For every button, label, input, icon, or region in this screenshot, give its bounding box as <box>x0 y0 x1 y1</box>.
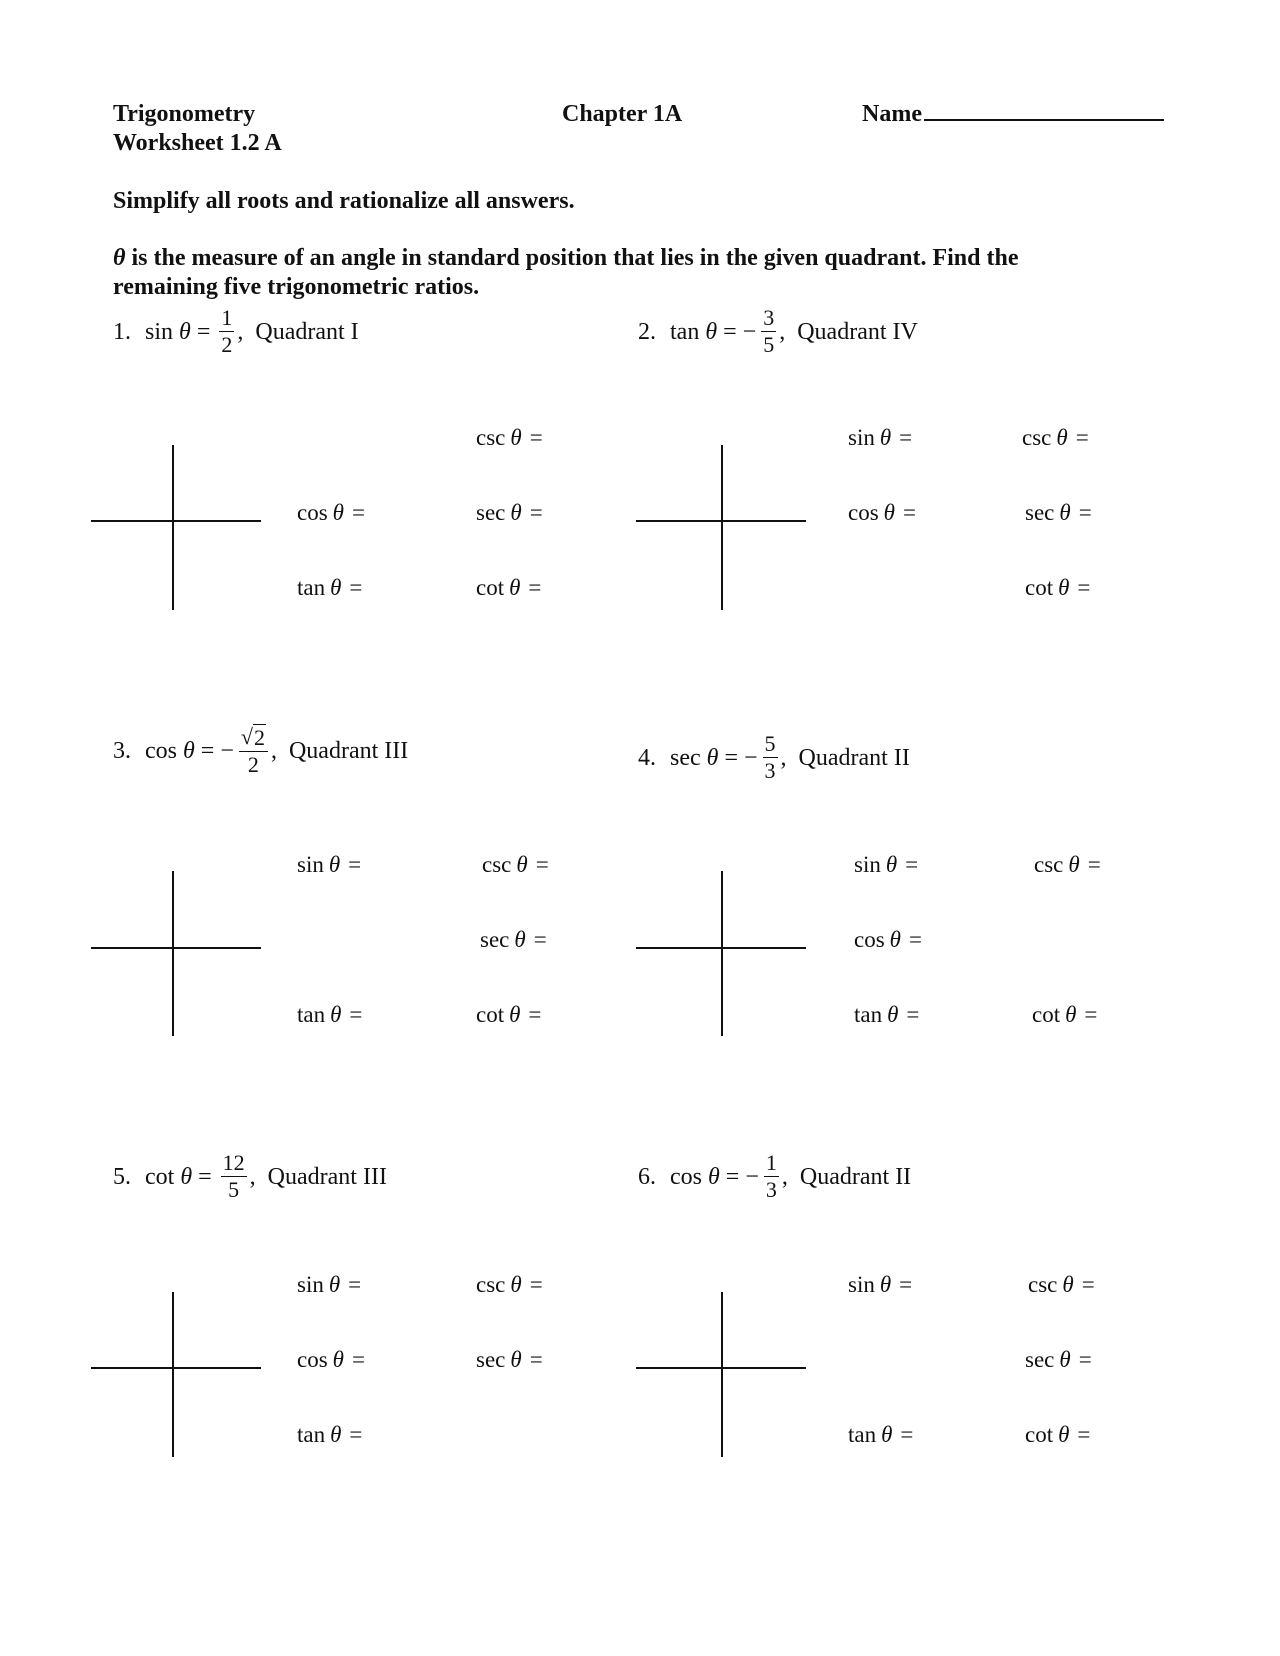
given-function: sin θ = <box>145 318 211 345</box>
p1-tan-ratio[interactable]: tan θ = <box>297 575 363 600</box>
problem-number: 4. <box>638 744 656 771</box>
p6-cot-ratio[interactable]: cot θ = <box>1025 1422 1091 1447</box>
name-label: Name <box>862 101 922 127</box>
given-fraction: $\frac{1}{3}$ <box>765 1150 777 1202</box>
p4-tan-ratio[interactable]: tan θ = <box>854 1002 920 1027</box>
quadrant-label: Quadrant IV <box>797 318 918 345</box>
problem-1-y-axis <box>172 445 174 610</box>
problem-5-y-axis <box>172 1292 174 1457</box>
p5-csc-ratio[interactable]: csc θ = <box>476 1272 543 1297</box>
theta-symbol: θ <box>113 245 126 271</box>
problem-number: 2. <box>638 318 656 345</box>
problem-number: 5. <box>113 1163 131 1190</box>
problem-5-x-axis <box>91 1367 261 1369</box>
p3-sin-ratio[interactable]: sin θ = <box>297 852 362 877</box>
problem-number: 1. <box>113 318 131 345</box>
course-title: Trigonometry <box>113 101 256 127</box>
p4-cos-ratio[interactable]: cos θ = <box>854 927 922 952</box>
minus-sign: − <box>744 744 758 771</box>
given-function: tan θ = <box>670 318 737 345</box>
given-fraction: $\frac{1}{2}$ <box>221 305 233 357</box>
p6-sin-ratio[interactable]: sin θ = <box>848 1272 913 1297</box>
chapter-title: Chapter 1A <box>562 101 683 127</box>
quadrant-label: Quadrant III <box>267 1163 387 1190</box>
p5-cos-ratio[interactable]: cos θ = <box>297 1347 365 1372</box>
minus-sign: − <box>745 1163 759 1190</box>
p3-tan-ratio[interactable]: tan θ = <box>297 1002 363 1027</box>
given-function: cot θ = <box>145 1163 212 1190</box>
p6-sec-ratio[interactable]: sec θ = <box>1025 1347 1092 1372</box>
problem-2-statement: 2. tan θ = − $\frac{3}{5}$ , Quadrant IV <box>638 305 918 357</box>
problem-3-y-axis <box>172 871 174 1036</box>
name-field[interactable] <box>862 99 1164 129</box>
p4-csc-ratio[interactable]: csc θ = <box>1034 852 1101 877</box>
p3-cot-ratio[interactable]: cot θ = <box>476 1002 542 1027</box>
worksheet-title: Worksheet 1.2 A <box>113 130 282 156</box>
problem-4-statement: 4. sec θ = − $\frac{5}{3}$ , Quadrant II <box>638 731 910 783</box>
problem-6-y-axis <box>721 1292 723 1457</box>
problem-1-x-axis <box>91 520 261 522</box>
given-fraction: $\frac{3}{5}$ <box>763 305 775 357</box>
p1-cot-ratio[interactable]: cot θ = <box>476 575 542 600</box>
instruction-find-ratios <box>113 243 1018 273</box>
given-fraction: $\frac{12}{5}$ <box>222 1150 245 1202</box>
p5-sec-ratio[interactable]: sec θ = <box>476 1347 543 1372</box>
instruction-remaining: remaining five trigonometric ratios. <box>113 274 480 300</box>
p2-sec-ratio[interactable]: sec θ = <box>1025 500 1092 525</box>
p5-tan-ratio[interactable]: tan θ = <box>297 1422 363 1447</box>
given-function: cos θ = <box>145 738 215 764</box>
problem-3-statement: 3. cos θ = − √ 2 2 , Quadrant III <box>113 724 409 777</box>
p5-sin-ratio[interactable]: sin θ = <box>297 1272 362 1297</box>
p2-cos-ratio[interactable]: cos θ = <box>848 500 916 525</box>
instruction-simplify: Simplify all roots and rationalize all answers. <box>113 188 575 214</box>
problem-6-statement: 6. cos θ = − $\frac{1}{3}$ , Quadrant II <box>638 1150 912 1202</box>
problem-2-y-axis <box>721 445 723 610</box>
p3-csc-ratio[interactable]: csc θ = <box>482 852 549 877</box>
minus-sign: − <box>220 738 234 764</box>
name-blank-line[interactable] <box>924 99 1164 121</box>
p1-csc-ratio[interactable]: csc θ = <box>476 425 543 450</box>
given-function: cos θ = <box>670 1163 740 1190</box>
given-function: sec θ = <box>670 744 738 771</box>
p6-tan-ratio[interactable]: tan θ = <box>848 1422 914 1447</box>
instruction-text: is the measure of an angle in standard position that lies in the given quadrant. Find the <box>125 245 1019 271</box>
p4-cot-ratio[interactable]: cot θ = <box>1032 1002 1098 1027</box>
problem-1-statement: 1. sin θ = $\frac{1}{2}$ , Quadrant I <box>113 305 359 357</box>
quadrant-label: Quadrant III <box>288 738 409 764</box>
problem-number: 3. <box>113 738 131 764</box>
given-fraction: √ 2 2 <box>239 724 268 778</box>
p1-cos-ratio[interactable]: cos θ = <box>297 500 365 525</box>
p4-sin-ratio[interactable]: sin θ = <box>854 852 919 877</box>
quadrant-label: Quadrant II <box>799 1163 912 1190</box>
p3-sec-ratio[interactable]: sec θ = <box>480 927 547 952</box>
p2-cot-ratio[interactable]: cot θ = <box>1025 575 1091 600</box>
p6-csc-ratio[interactable]: csc θ = <box>1028 1272 1095 1297</box>
p2-sin-ratio[interactable]: sin θ = <box>848 425 913 450</box>
problem-3-x-axis <box>91 947 261 949</box>
problem-5-statement: 5. cot θ = $\frac{12}{5}$ , Quadrant III <box>113 1150 387 1202</box>
p1-sec-ratio[interactable]: sec θ = <box>476 500 543 525</box>
square-root: √ 2 <box>240 724 265 750</box>
given-fraction: $\frac{5}{3}$ <box>764 731 776 783</box>
quadrant-label: Quadrant I <box>255 318 359 345</box>
problem-4-y-axis <box>721 871 723 1036</box>
quadrant-label: Quadrant II <box>798 744 910 771</box>
p2-csc-ratio[interactable]: csc θ = <box>1022 425 1089 450</box>
problem-number: 6. <box>638 1163 656 1190</box>
minus-sign: − <box>742 318 757 345</box>
